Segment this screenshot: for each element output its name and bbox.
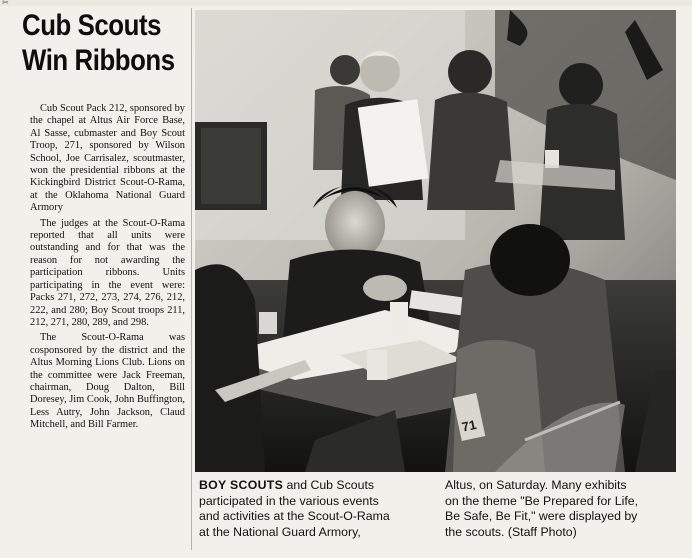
photo-dark-sign-panel bbox=[201, 128, 261, 204]
caption-line: on the theme "Be Prepared for Life, bbox=[445, 493, 639, 508]
caption-column-2 bbox=[445, 478, 677, 540]
caption-line: at the National Guard Armory, bbox=[199, 524, 361, 539]
headline-line-2: Win Ribbons bbox=[22, 44, 175, 77]
photo-scene bbox=[195, 10, 676, 472]
photo-uniform-number: 71 bbox=[460, 416, 478, 435]
caption-lead: BOY SCOUTS bbox=[199, 478, 284, 492]
page-top-margin bbox=[0, 0, 692, 6]
caption-line-1-rest: and Cub Scouts bbox=[283, 478, 375, 492]
clipping-corner-icon: ✂ bbox=[2, 0, 9, 7]
article-paragraph-3: The Scout-O-Rama was cosponsored by the district and the Altus Morning Lions Club. Lions on the committee were Jack Freeman, chairman, Doug Dalton, Bill Doresey, Jim Cook, John Buffington, Less Autry, John Jackson, Claud Mitchell, and Bill Farmer. bbox=[30, 332, 185, 431]
staff-photo bbox=[195, 10, 676, 472]
headline-line-1: Cub Scouts bbox=[22, 9, 162, 42]
caption-line: Altus, on Saturday. Many exhibits bbox=[445, 478, 627, 492]
article-body bbox=[30, 103, 185, 435]
article-paragraph-1: Cub Scout Pack 212, sponsored by the chapel at Altus Air Force Base, Al Sasse, cubmaster and Boy Scout Troop, 271, sponsored by Wilson School, Joe Carrisalez, scoutmaster, won the presidential ribbons at the Kickingbird District Scout-O-Rama, at the Oklahoma National Guard Armory bbox=[30, 103, 185, 214]
caption-line bbox=[199, 478, 439, 494]
article-paragraph-2: The judges at the Scout-O-Rama reported that all units were outstanding and for that was the reason for not awarding the participation ribbons. Units participating in the event were: Packs 271, 272, 273, 274, 276, 212, 222, and 280; Boy Scout troops 211, 212, 271, 280, 289, and 298. bbox=[30, 217, 185, 328]
caption-line: the scouts. (Staff Photo) bbox=[445, 524, 577, 539]
caption-column-1 bbox=[199, 478, 439, 540]
photo-paper-held bbox=[358, 99, 429, 187]
caption-line: participated in the various events bbox=[199, 493, 379, 508]
column-divider bbox=[191, 8, 192, 550]
caption-line: Be Safe, Be Fit," were displayed by bbox=[445, 509, 638, 523]
article-headline bbox=[22, 8, 173, 78]
caption-line: and activities at the Scout-O-Rama bbox=[199, 509, 390, 523]
